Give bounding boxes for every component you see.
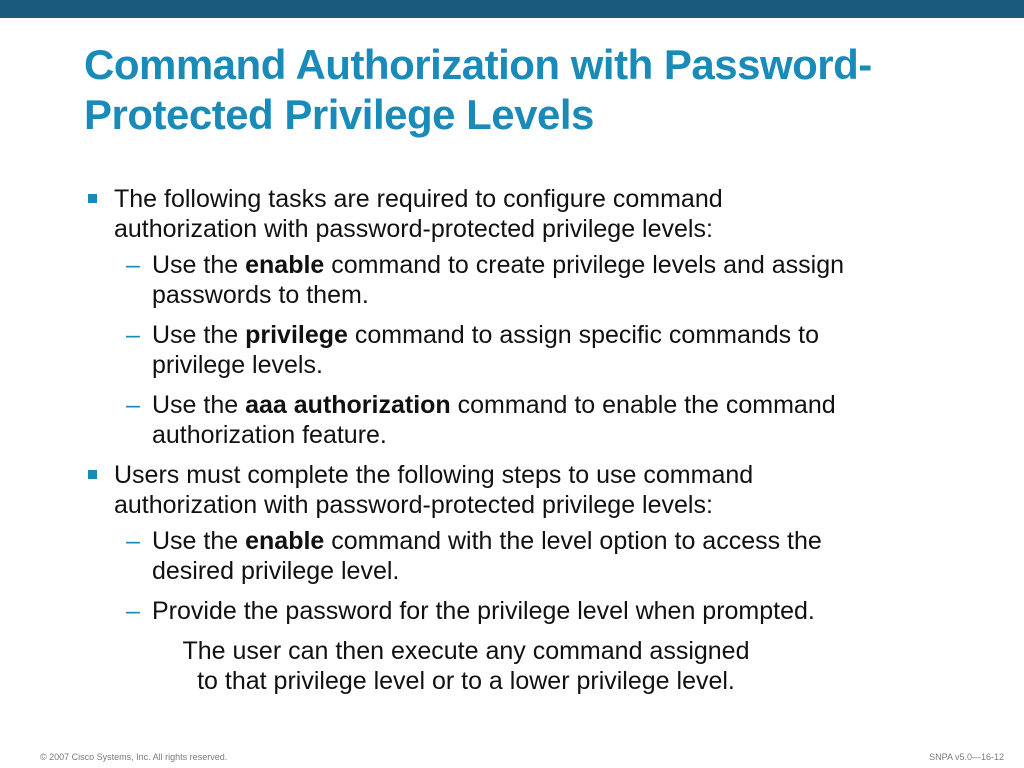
sub-bullet-enable-level xyxy=(86,526,986,586)
bullet-text-line-2: authorization with password-protected privilege levels: xyxy=(114,491,713,519)
note-line-1: The user can then execute any command assigned xyxy=(182,637,750,665)
sub-text: Provide the password for the privilege level when prompted. xyxy=(152,597,815,625)
title-line-1: Command Authorization with Password- xyxy=(84,41,872,88)
sub-bullet-provide-password xyxy=(86,596,986,626)
sub-text-post: command to create privilege levels and assign xyxy=(324,251,845,279)
sub-text-post: command to assign specific commands to xyxy=(347,321,819,349)
sub-bullet-aaa-authorization xyxy=(86,390,986,450)
command-name: aaa authorization xyxy=(245,391,451,419)
title-line-2: Protected Privilege Levels xyxy=(84,91,594,138)
slide-content xyxy=(86,184,986,696)
dash-marker: – xyxy=(126,527,140,555)
bullet-text-line-1: Users must complete the following steps to use command xyxy=(114,461,754,489)
command-name: enable xyxy=(245,527,325,555)
square-bullet-icon xyxy=(88,194,97,203)
dash-marker: – xyxy=(126,391,140,419)
copyright-footer: © 2007 Cisco Systems, Inc. All rights reserved. xyxy=(40,752,228,762)
dash-marker: – xyxy=(126,321,140,349)
sub-text-line-2: desired privilege level. xyxy=(152,557,400,585)
bullet-configure-tasks xyxy=(86,184,986,244)
sub-text-pre: Use the xyxy=(152,321,246,349)
note-line-2: to that privilege level or to a lower privilege level. xyxy=(197,667,735,695)
closing-note xyxy=(86,636,786,696)
sub-text-pre: Use the xyxy=(152,391,246,419)
sub-text-line-2: passwords to them. xyxy=(152,281,369,309)
sub-text-post: command to enable the command xyxy=(450,391,836,419)
sub-text-pre: Use the xyxy=(152,251,246,279)
sub-text-pre: Use the xyxy=(152,527,246,555)
bullet-user-steps xyxy=(86,460,986,520)
command-name: privilege xyxy=(245,321,348,349)
square-bullet-icon xyxy=(88,470,97,479)
bullet-text-line-2: authorization with password-protected privilege levels: xyxy=(114,215,713,243)
command-name: enable xyxy=(245,251,325,279)
top-bar xyxy=(0,0,1024,18)
dash-marker: – xyxy=(126,251,140,279)
sub-text-line-2: authorization feature. xyxy=(152,421,387,449)
dash-marker: – xyxy=(126,597,140,625)
sub-text-line-2: privilege levels. xyxy=(152,351,323,379)
slide-number-footer: SNPA v5.0—16-12 xyxy=(929,752,1004,762)
sub-bullet-enable xyxy=(86,250,986,310)
sub-text-post: command with the level option to access the xyxy=(324,527,822,555)
bullet-text-line-1: The following tasks are required to configure command xyxy=(114,185,723,213)
slide-title xyxy=(84,40,984,140)
sub-bullet-privilege xyxy=(86,320,986,380)
